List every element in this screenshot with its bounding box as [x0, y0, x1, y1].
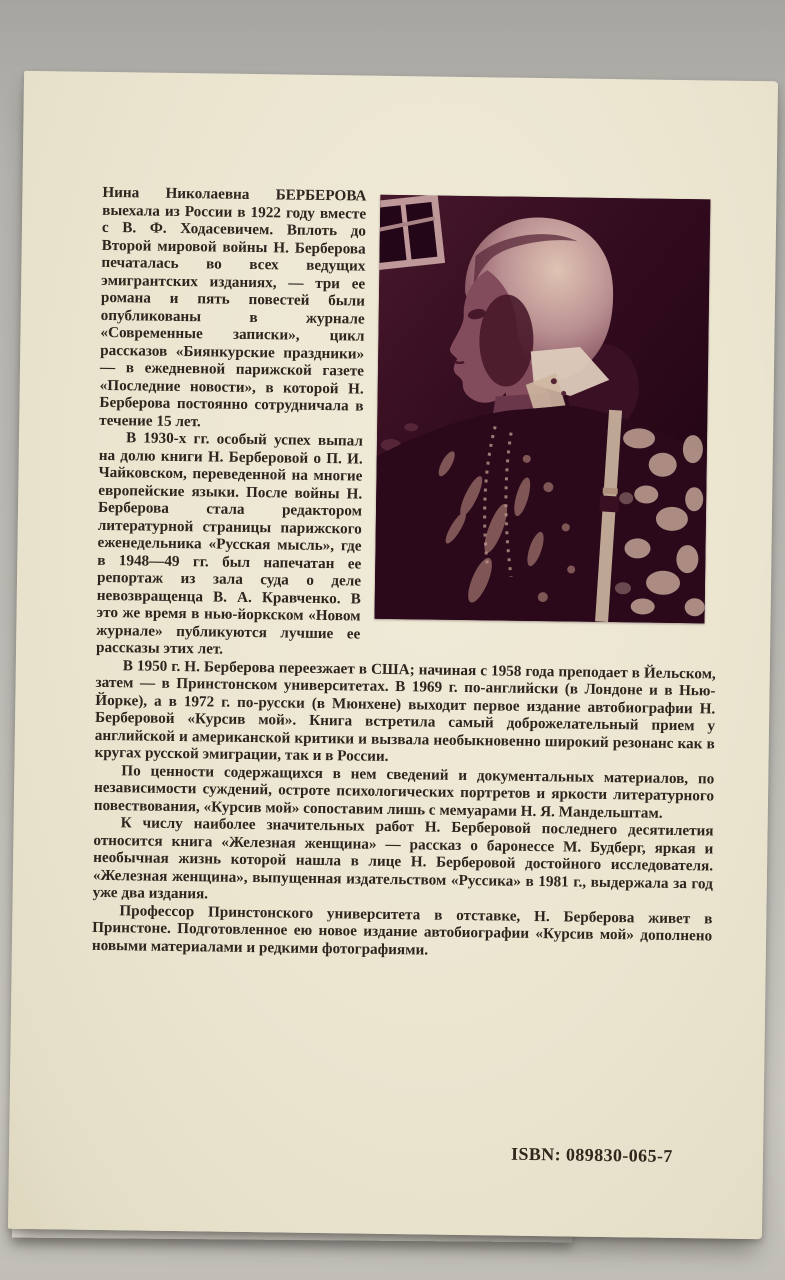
paragraph-5: К числу наиболее значительных работ Н. Берберовой последнего десятилетия относится книга «Железная женщина» — рассказ о баронессе М. Будберг, яркая и необычная жизнь которой нашла в лице Н. Берберовой достойного исследователя. «Железная женщина», выпущенная издательством «Руссика» в 1981 г., выдержала за год уже два издания. — [92, 814, 714, 903]
paragraph-6: Профессор Принстонского университета в отставке, Н. Берберова живет в Принстоне. Подготовленное ею новое издание автобиографии «Курсив мой» дополнено новыми материалами и редкими фотографиями. — [91, 901, 713, 959]
paragraph-1: Нина Николаевна БЕРБЕРОВА выехала из России в 1922 году вместе с В. Ф. Ходасевичем. Вплоть до Второй мировой войны Н. Берберова печаталась во всех ведущих эмигрантских изданиях, — три ее романа и пять повестей были опубликованы в журнале «Современные записки», цикл рассказов «Биянкурские праздники» — в ежедневной парижской газете «Последние новости», в которой Н. Берберова постоянно сотрудничала в течение 15 лет. — [99, 183, 367, 430]
paragraph-2: В 1930-х гг. особый успех выпал на долю книги Н. Берберовой о П. И. Чайковском, переведенной на многие европейские языки. После войны Н. Берберова стала редактором литературной страницы парижского еженедельника «Русская мысль», где в 1948—49 гг. был напечатан ее репортаж из зала суда о деле невозвращенца В. А. Кравченко. В это же время в нью-йоркском «Новом журнале» публикуются лучшие ее рассказы этих лет. — [95, 429, 364, 658]
portrait-photo — [375, 195, 711, 624]
portrait-photo-art — [375, 195, 711, 624]
paragraph-3: В 1950 г. Н. Берберова переезжает в США; начиная с 1958 года преподает в Йельском, затем — в Принстонском университетах. В 1969 г. по-английски (в Лондоне и в Нью-Йорке), а в 1972 г. по-русски (в Мюнхене) выходит первое издание автобиографии Н. Берберовой «Курсив мой». Книга встретила самый доброжелательный прием у английской и американской критики и вызвала необыкновенно широкий резонанс как в кругах русской эмиграции, так и в России. — [94, 656, 716, 765]
isbn-label: ISBN: 089830-065-7 — [510, 1143, 673, 1166]
back-cover-text — [92, 184, 723, 963]
book-back-cover — [8, 71, 778, 1239]
photo-grain — [375, 195, 711, 624]
paragraph-4: По ценности содержащихся в нем сведений и документальных материалов, по независимости суждений, остроте психологических портретов и яркости литературного повествования, «Курсив мой» сопоставим лишь с мемуарами Н. Я. Мандельштам. — [93, 761, 715, 822]
